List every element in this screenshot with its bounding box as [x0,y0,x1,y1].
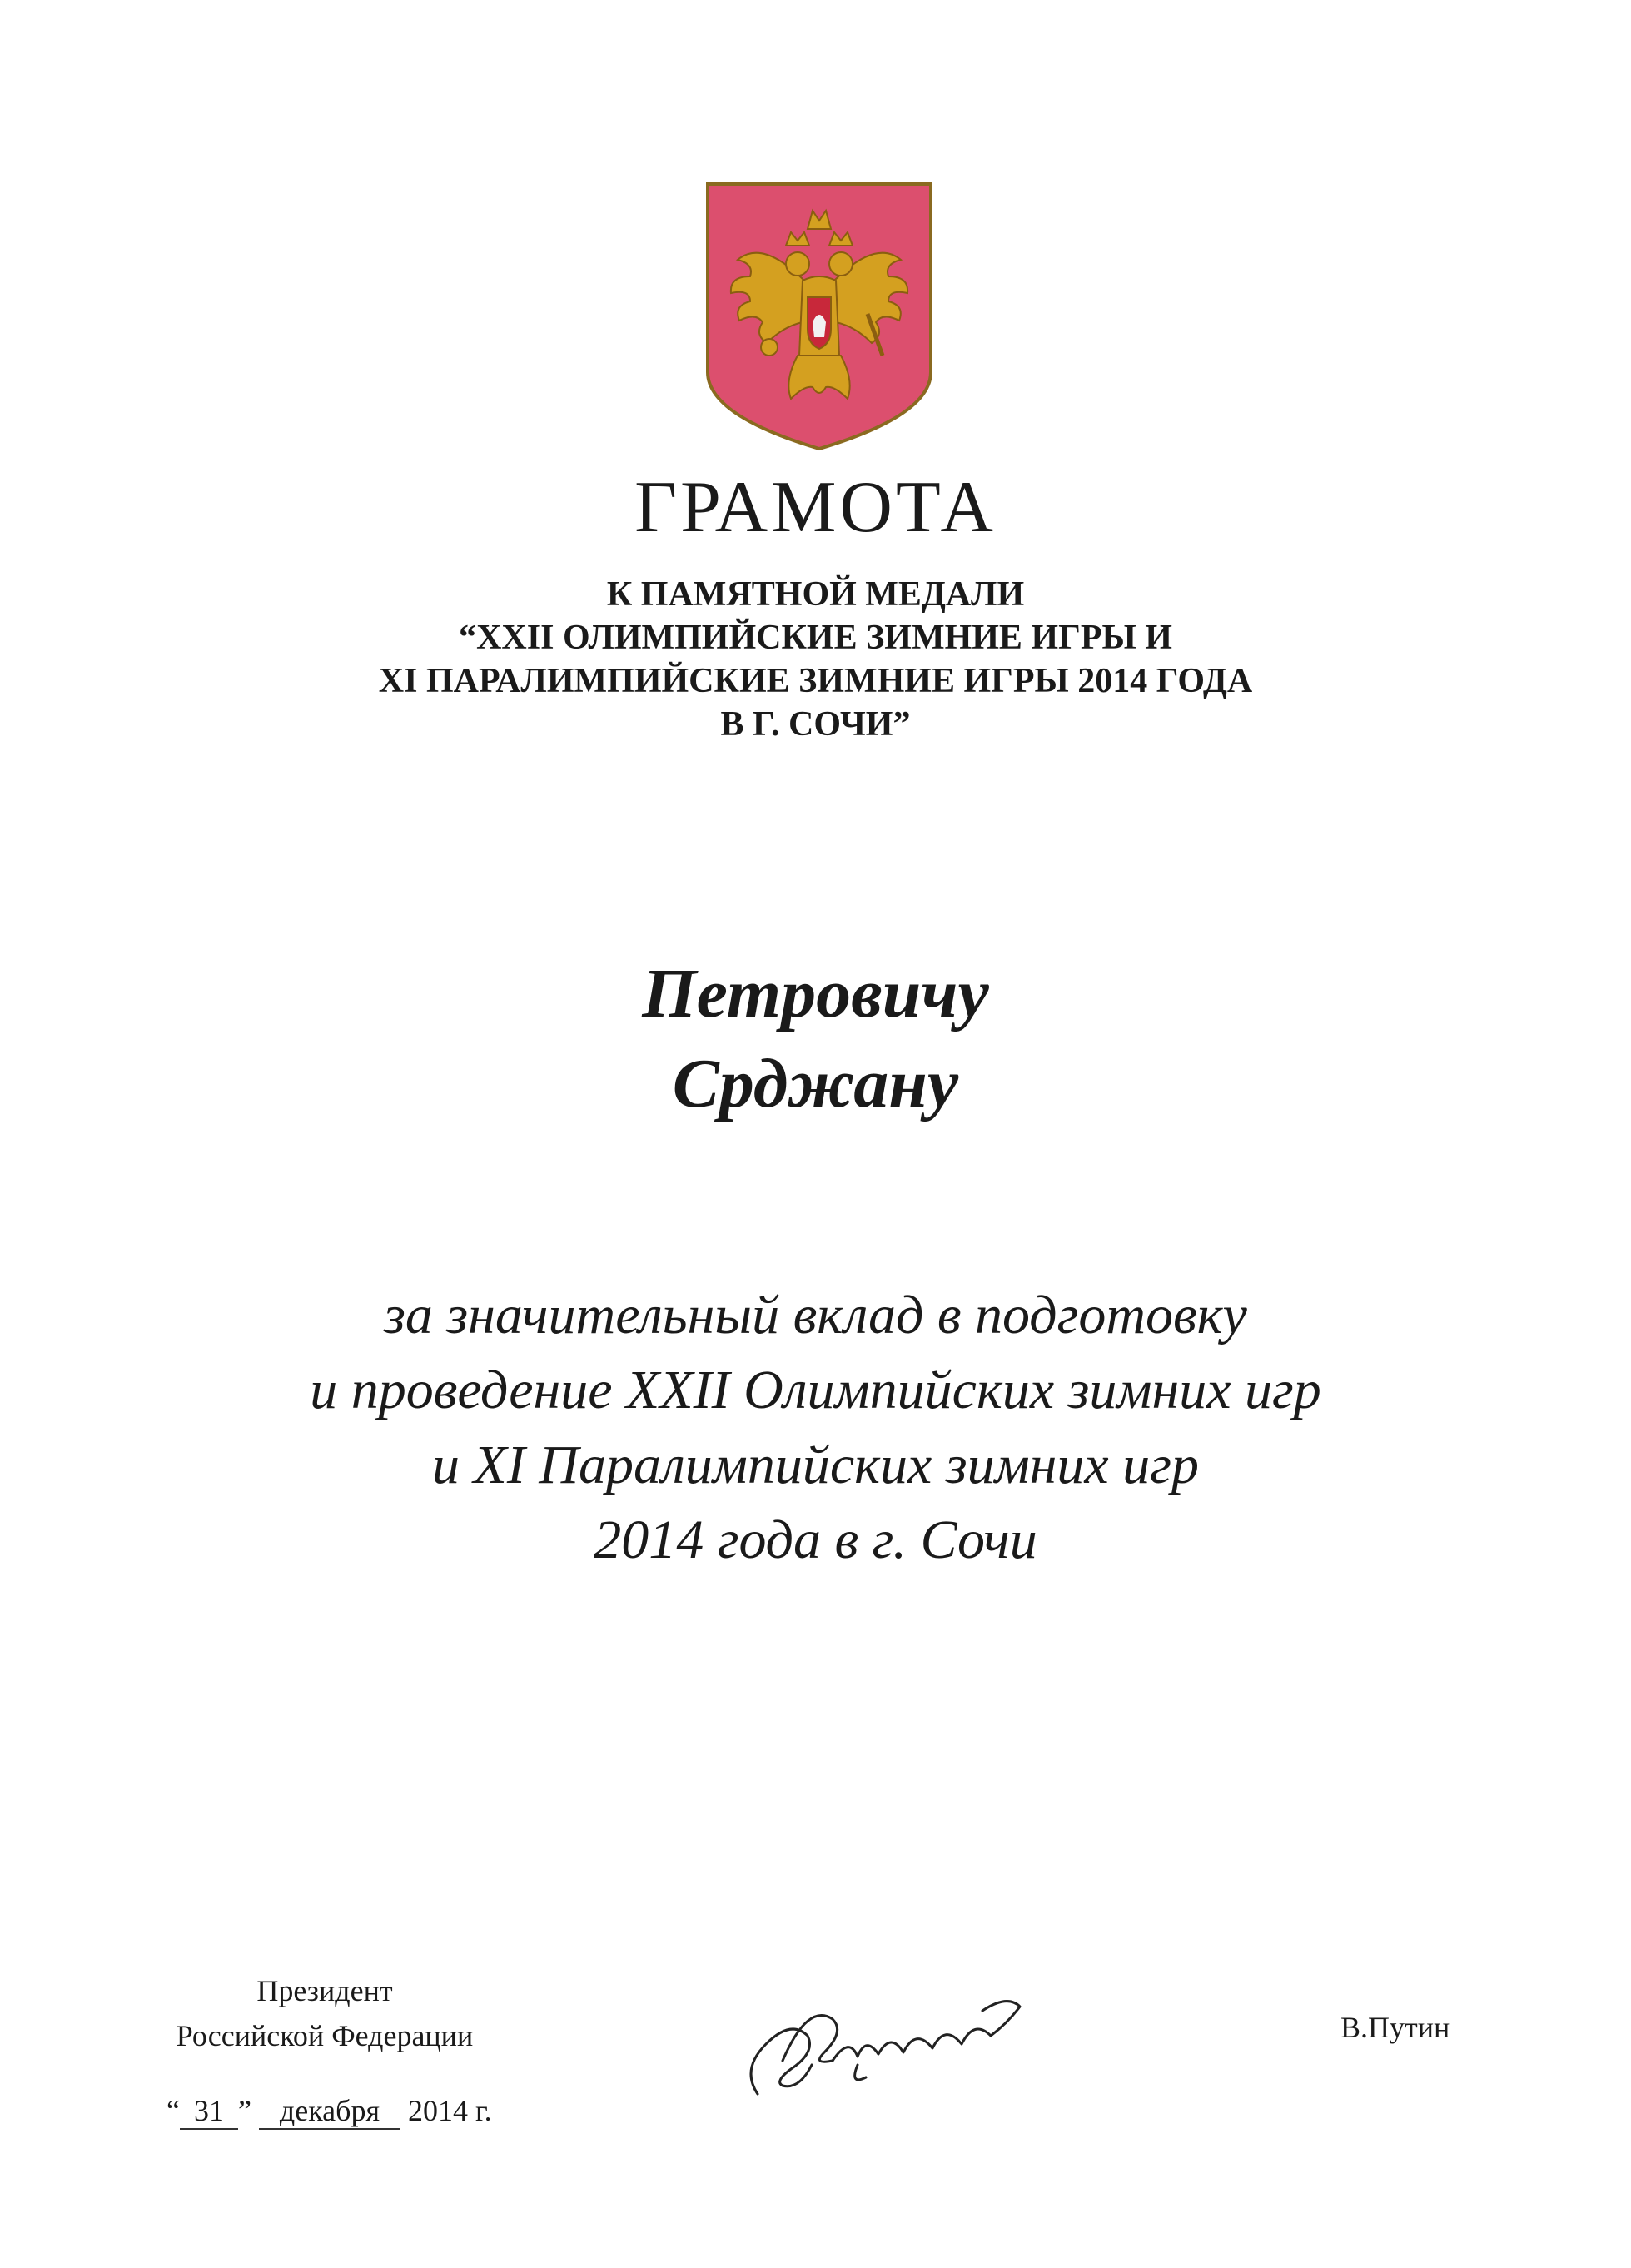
recipient-name [0,949,1631,1129]
signature-image [733,1986,1074,2111]
coat-of-arms-icon [704,181,934,452]
medal-subtitle [0,573,1631,746]
date-open-quote: “ [167,2094,180,2127]
date-close-quote: ” [237,2094,251,2127]
subtitle-line: “XXII ОЛИМПИЙСКИЕ ЗИМНИЕ ИГРЫ И [459,619,1172,657]
date-year: 2014 г. [407,2094,492,2127]
subtitle-line: К ПАМЯТНОЙ МЕДАЛИ [606,575,1025,614]
reason-line: и XI Паралимпийских зимних игр [432,1435,1199,1495]
document-title: ГРАМОТА [634,467,997,548]
award-reason [0,1278,1631,1578]
recipient-given-name: Срджану [672,1045,959,1122]
reason-line: 2014 года в г. Сочи [594,1510,1037,1570]
signer-name: В.Путин [1340,2011,1450,2044]
reason-line: за значительный вклад в подготовку [384,1285,1247,1345]
subtitle-line: XI ПАРАЛИМПИЙСКИЕ ЗИМНИЕ ИГРЫ 2014 ГОДА [378,662,1253,700]
subtitle-line: В Г. СОЧИ” [720,705,911,744]
date-month: декабря [259,2093,400,2130]
signer-position [125,1968,525,2058]
recipient-surname: Петровичу [642,955,989,1032]
date-day: 31 [180,2093,238,2130]
reason-line: и проведение XXII Олимпийских зимних игр [310,1360,1321,1420]
position-line: Российской Федерации [176,2019,474,2052]
issue-date [167,2090,492,2131]
position-line: Президент [256,1974,393,2007]
